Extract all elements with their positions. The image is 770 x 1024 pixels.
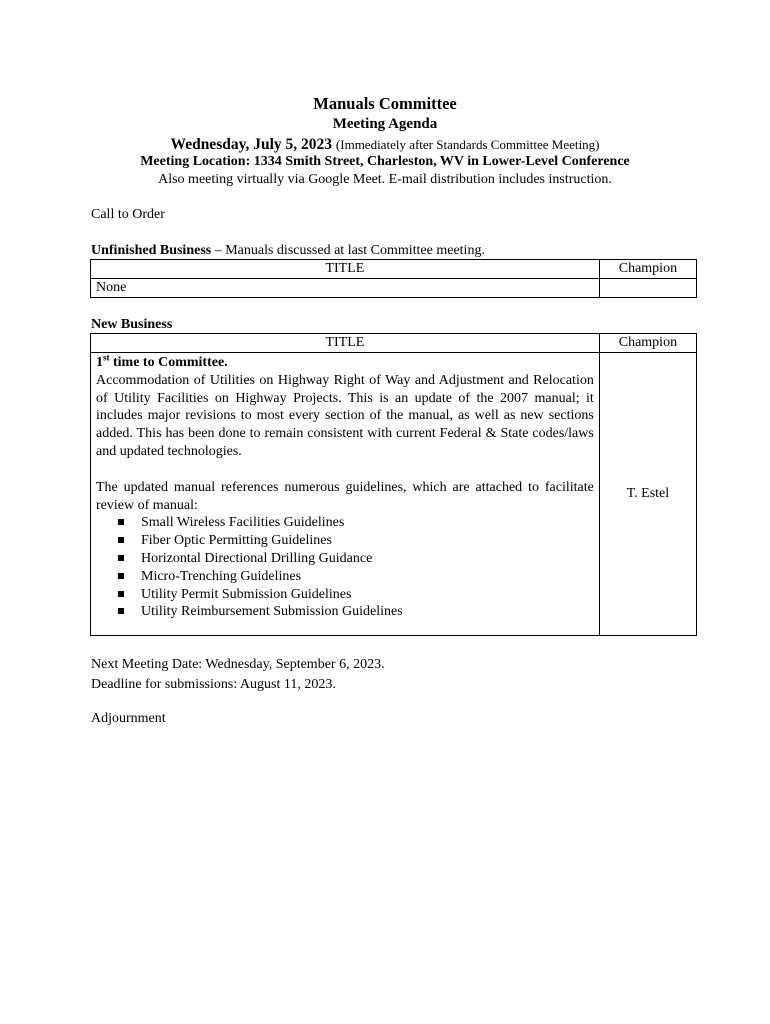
table-row xyxy=(91,279,697,298)
unfinished-business-label: Unfinished Business xyxy=(91,243,212,258)
guidelines-intro: The updated manual references numerous guidelines, which are attached to facilitate review of manual: xyxy=(96,479,594,513)
manual-description: Accommodation of Utilities on Highway Right of Way and Adjustment and Relocation of Utility Facilities on Highway Projects. This is an update of the 2007 manual; it includes major revisions to most every section of the manual, as well as new sections added. This has been done to remain consistent with current Federal & State codes/laws and updated technologies. xyxy=(96,372,594,459)
guideline-label: Horizontal Directional Drilling Guidance xyxy=(141,550,373,566)
unfinished-champion-cell xyxy=(599,279,696,298)
committee-title: Manuals Committee xyxy=(313,94,457,113)
list-item xyxy=(118,514,594,532)
list-item xyxy=(118,532,594,550)
new-business-title-cell xyxy=(91,353,600,636)
champion-column-header: Champion xyxy=(599,334,696,353)
virtual-meeting-note: Also meeting virtually via Google Meet. E-mail distribution includes instruction. xyxy=(158,172,612,187)
champion-column-header: Champion xyxy=(599,260,696,279)
ordinal: 1 xyxy=(96,355,103,370)
meeting-date-note: (Immediately after Standards Committee Meeting) xyxy=(335,137,600,152)
new-business-champion-cell: T. Estel xyxy=(599,353,696,636)
new-business-heading: New Business xyxy=(91,317,173,332)
meeting-date: Wednesday, July 5, 2023 xyxy=(170,136,333,153)
adjournment: Adjournment xyxy=(91,711,166,726)
square-bullet-icon xyxy=(118,555,124,561)
guideline-label: Micro-Trenching Guidelines xyxy=(141,568,302,584)
submission-deadline: Deadline for submissions: August 11, 2023. xyxy=(91,677,336,692)
guideline-label: Fiber Optic Permitting Guidelines xyxy=(141,533,332,549)
unfinished-business-heading xyxy=(91,243,485,259)
meeting-location: Meeting Location: 1334 Smith Street, Charleston, WV in Lower-Level Conference xyxy=(140,154,630,169)
guideline-label: Small Wireless Facilities Guidelines xyxy=(141,515,345,531)
ordinal-suffix: st xyxy=(103,352,110,363)
unfinished-business-description: – Manuals discussed at last Committee meeting. xyxy=(211,243,485,258)
unfinished-title-cell: None xyxy=(91,279,600,298)
list-item xyxy=(118,586,594,604)
title-column-header: TITLE xyxy=(91,334,600,353)
first-time-text: time to Committee. xyxy=(109,355,228,370)
guideline-label: Utility Reimbursement Submission Guidelines xyxy=(141,604,403,620)
new-business-table xyxy=(90,333,697,636)
table-header-row xyxy=(91,334,697,353)
square-bullet-icon xyxy=(118,591,124,597)
square-bullet-icon xyxy=(118,573,124,579)
square-bullet-icon xyxy=(118,608,124,614)
next-meeting-date: Next Meeting Date: Wednesday, September 6, 2023. xyxy=(91,657,385,672)
guideline-label: Utility Permit Submission Guidelines xyxy=(141,586,352,602)
square-bullet-icon xyxy=(118,519,124,525)
table-row xyxy=(91,353,697,636)
first-time-label xyxy=(96,354,594,372)
call-to-order: Call to Order xyxy=(91,207,165,222)
meeting-date-line xyxy=(0,136,770,154)
list-item xyxy=(118,550,594,568)
square-bullet-icon xyxy=(118,537,124,543)
list-item xyxy=(118,603,594,621)
agenda-subtitle: Meeting Agenda xyxy=(332,116,438,132)
unfinished-business-table xyxy=(90,259,697,298)
list-item xyxy=(118,568,594,586)
title-column-header: TITLE xyxy=(91,260,600,279)
guidelines-list xyxy=(96,514,594,621)
table-header-row xyxy=(91,260,697,279)
